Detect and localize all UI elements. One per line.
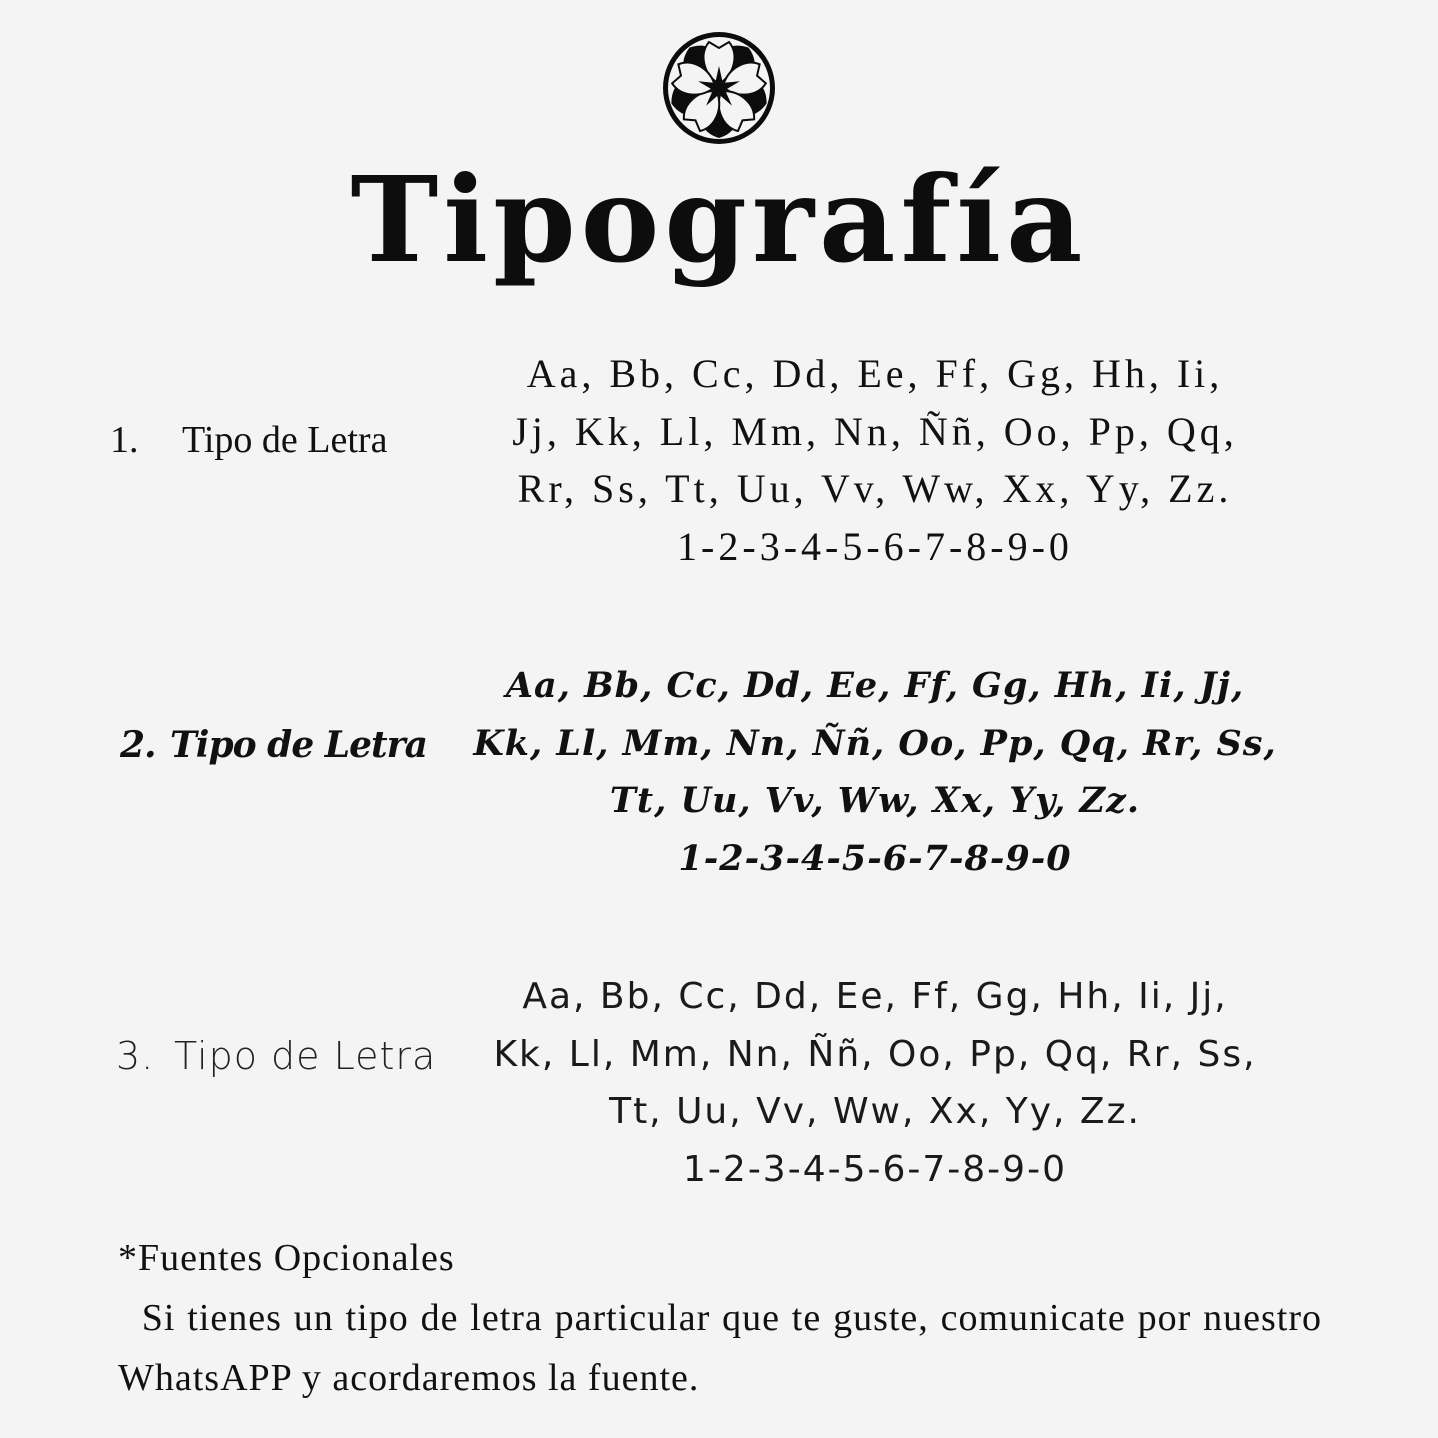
sample-digits: 1-2-3-4-5-6-7-8-9-0 (683, 1148, 1067, 1190)
font-sample (420, 657, 1330, 887)
font-style-label (116, 1034, 436, 1078)
sample-line: Rr, Ss, Tt, Uu, Vv, Ww, Xx, Yy, Zz. (517, 466, 1233, 511)
sample-digits: 1-2-3-4-5-6-7-8-9-0 (678, 837, 1072, 879)
sample-line: Tt, Uu, Vv, Ww, Xx, Yy, Zz. (609, 1091, 1141, 1132)
note-body-text: Si tienes un tipo de letra particular que te guste, comunicate por nuestro WhatsAPP y acordaremos la fuente. (118, 1297, 1323, 1399)
font-style-number: 2. (120, 724, 156, 766)
note-body (118, 1288, 1322, 1408)
font-style-label (110, 418, 387, 462)
sample-line: Tt, Uu, Vv, Ww, Xx, Yy, Zz. (609, 780, 1141, 821)
sample-digits: 1-2-3-4-5-6-7-8-9-0 (677, 523, 1073, 569)
font-sample (420, 968, 1330, 1198)
font-style-label (120, 724, 427, 766)
font-style-name: Tipo de Letra (170, 724, 427, 766)
font-sample (420, 345, 1330, 575)
flower-mandala-icon (661, 30, 777, 146)
font-style-name: Tipo de Letra (182, 419, 388, 461)
sample-line: Aa, Bb, Cc, Dd, Ee, Ff, Gg, Hh, Ii, (526, 351, 1224, 396)
sample-line: Jj, Kk, Ll, Mm, Nn, Ññ, Oo, Pp, Qq, (512, 408, 1238, 454)
font-style-name: Tipo de Letra (174, 1034, 437, 1078)
font-style-number: 3. (116, 1034, 155, 1078)
sample-line: Kk, Ll, Mm, Nn, Ññ, Oo, Pp, Qq, Rr, Ss, (493, 1033, 1257, 1075)
sample-line: Kk, Ll, Mm, Nn, Ññ, Oo, Pp, Qq, Rr, Ss, (473, 722, 1277, 764)
sample-line: Aa, Bb, Cc, Dd, Ee, Ff, Gg, Hh, Ii, Jj, (522, 976, 1228, 1017)
optional-fonts-note (118, 1228, 1322, 1408)
font-style-number: 1. (110, 419, 139, 461)
sample-line: Aa, Bb, Cc, Dd, Ee, Ff, Gg, Hh, Ii, Jj, (505, 665, 1245, 706)
note-heading: *Fuentes Opcionales (118, 1237, 455, 1279)
page-title: Tipografía (350, 150, 1088, 289)
